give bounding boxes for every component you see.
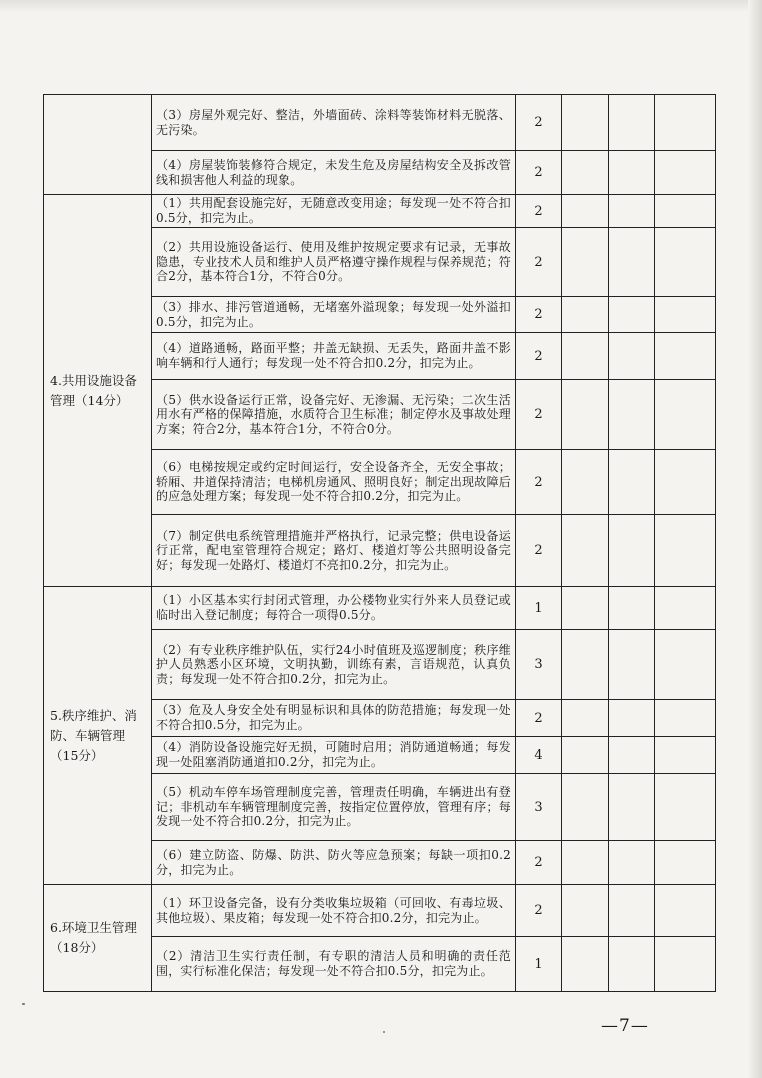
blank-cell bbox=[609, 630, 655, 700]
table-row bbox=[44, 885, 716, 937]
blank-cell bbox=[562, 333, 609, 380]
blank-cell bbox=[562, 297, 609, 333]
requirement-cell: （3）危及人身安全处有明显标识和具体的防范措施；每发现一处不符合扣0.5分，扣完为止。 bbox=[152, 700, 516, 737]
requirement-cell: （2）有专业秩序维护队伍，实行24小时值班及巡逻制度；秩序维护人员熟悉小区环境，文明执勤，训练有素，言语规范，认真负责；每发现一处不符合扣0.2分，扣完为止。 bbox=[152, 630, 516, 700]
blank-cell bbox=[655, 333, 716, 380]
blank-cell bbox=[655, 937, 716, 992]
score-cell: 2 bbox=[516, 841, 562, 885]
category-label: 5.秩序维护、消防、车辆管理（15分） bbox=[50, 707, 137, 763]
blank-cell bbox=[562, 700, 609, 737]
blank-cell bbox=[609, 841, 655, 885]
blank-cell bbox=[609, 937, 655, 992]
scan-top-edge bbox=[0, 0, 762, 12]
score-cell: 2 bbox=[516, 515, 562, 587]
blank-cell bbox=[609, 737, 655, 774]
score-cell: 2 bbox=[516, 700, 562, 737]
blank-cell bbox=[655, 195, 716, 228]
category-label: 6.环境卫生管理（18分） bbox=[50, 920, 137, 955]
scan-right-edge bbox=[748, 0, 762, 1078]
score-cell: 2 bbox=[516, 151, 562, 195]
blank-cell bbox=[655, 297, 716, 333]
score-cell: 4 bbox=[516, 737, 562, 774]
requirement-cell: （4）道路通畅，路面平整；井盖无缺损、无丢失，路面井盖不影响车辆和行人通行；每发现一处不符合扣0.2分，扣完为止。 bbox=[152, 333, 516, 380]
blank-cell bbox=[609, 380, 655, 450]
blank-cell bbox=[655, 841, 716, 885]
score-cell: 2 bbox=[516, 95, 562, 151]
requirement-cell: （6）建立防盗、防爆、防洪、防火等应急预案；每缺一项扣0.2分，扣完为止。 bbox=[152, 841, 516, 885]
blank-cell bbox=[562, 151, 609, 195]
blank-cell bbox=[609, 515, 655, 587]
blank-cell bbox=[655, 774, 716, 841]
score-cell: 1 bbox=[516, 937, 562, 992]
blank-cell bbox=[655, 737, 716, 774]
blank-cell bbox=[562, 774, 609, 841]
blank-cell bbox=[609, 450, 655, 515]
blank-cell bbox=[609, 587, 655, 630]
requirement-cell: （6）电梯按规定或约定时间运行，安全设备齐全，无安全事故；轿厢、井道保持清洁；电梯机房通风、照明良好；制定出现故障后的应急处理方案；每发现一处不符合扣0.2分，扣完为止。 bbox=[152, 450, 516, 515]
blank-cell bbox=[562, 937, 609, 992]
blank-cell bbox=[562, 630, 609, 700]
blank-cell bbox=[609, 297, 655, 333]
blank-cell bbox=[562, 380, 609, 450]
blank-cell bbox=[562, 95, 609, 151]
category-label: 4.共用设施设备管理（14分） bbox=[50, 372, 137, 408]
blank-cell bbox=[655, 228, 716, 297]
blank-cell bbox=[655, 587, 716, 630]
score-cell: 2 bbox=[516, 228, 562, 297]
requirement-cell: （1）小区基本实行封闭式管理，办公楼物业实行外来人员登记或临时出入登记制度；每符合一项得0.5分。 bbox=[152, 587, 516, 630]
blank-cell bbox=[562, 587, 609, 630]
blank-cell bbox=[655, 630, 716, 700]
blank-cell bbox=[562, 228, 609, 297]
scan-speck bbox=[383, 1031, 385, 1033]
score-cell: 2 bbox=[516, 450, 562, 515]
requirement-cell: （5）机动车停车场管理制度完善，管理责任明确，车辆进出有登记；非机动车车辆管理制度完善，按指定位置停放，管理有序；每发现一处不符合扣0.2分，扣完为止。 bbox=[152, 774, 516, 841]
blank-cell bbox=[655, 515, 716, 587]
requirement-cell: （7）制定供电系统管理措施并严格执行，记录完整；供电设备运行正常，配电室管理符合规定；路灯、楼道灯等公共照明设备完好；每发现一处路灯、楼道灯不亮扣0.2分，扣完为止。 bbox=[152, 515, 516, 587]
blank-cell bbox=[609, 885, 655, 937]
requirement-cell: （2）共用设施设备运行、使用及维护按规定要求有记录，无事故隐患，专业技术人员和维护人员严格遵守操作规程与保养规范；符合2分，基本符合1分，不符合0分。 bbox=[152, 228, 516, 297]
requirement-cell: （1）环卫设备完备，设有分类收集垃圾箱（可回收、有毒垃圾、其他垃圾）、果皮箱；每发现一处不符合扣0.2分，扣完为止。 bbox=[152, 885, 516, 937]
score-cell: 1 bbox=[516, 587, 562, 630]
table-row bbox=[44, 195, 716, 228]
blank-cell bbox=[609, 151, 655, 195]
blank-cell bbox=[562, 515, 609, 587]
scan-speck bbox=[22, 1003, 25, 1005]
requirement-cell: （5）供水设备运行正常，设备完好、无渗漏、无污染；二次生活用水有严格的保障措施，水质符合卫生标准；制定停水及事故处理方案；符合2分，基本符合1分，不符合0分。 bbox=[152, 380, 516, 450]
score-cell: 2 bbox=[516, 885, 562, 937]
blank-cell bbox=[609, 95, 655, 151]
blank-cell bbox=[609, 333, 655, 380]
score-cell: 2 bbox=[516, 380, 562, 450]
blank-cell bbox=[562, 450, 609, 515]
page-number: —7— bbox=[601, 1016, 649, 1036]
blank-cell bbox=[655, 151, 716, 195]
blank-cell bbox=[562, 737, 609, 774]
score-cell: 3 bbox=[516, 630, 562, 700]
requirement-cell: （4）房屋装饰装修符合规定，未发生危及房屋结构安全及拆改管线和损害他人利益的现象。 bbox=[152, 151, 516, 195]
score-cell: 2 bbox=[516, 297, 562, 333]
score-cell: 2 bbox=[516, 195, 562, 228]
blank-cell bbox=[655, 450, 716, 515]
blank-cell bbox=[562, 885, 609, 937]
blank-cell bbox=[609, 195, 655, 228]
category-cell-shared-facilities bbox=[44, 195, 152, 587]
table-row bbox=[44, 95, 716, 151]
requirement-cell: （1）共用配套设施完好，无随意改变用途；每发现一处不符合扣0.5分，扣完为止。 bbox=[152, 195, 516, 228]
category-cell-environmental-sanitation bbox=[44, 885, 152, 992]
blank-cell bbox=[562, 841, 609, 885]
requirement-cell: （3）排水、排污管道通畅，无堵塞外溢现象；每发现一处外溢扣0.5分，扣完为止。 bbox=[152, 297, 516, 333]
blank-cell bbox=[655, 885, 716, 937]
score-cell: 3 bbox=[516, 774, 562, 841]
blank-cell bbox=[609, 774, 655, 841]
blank-cell bbox=[609, 228, 655, 297]
score-cell: 2 bbox=[516, 333, 562, 380]
assessment-criteria-table bbox=[43, 94, 716, 992]
category-cell-continued bbox=[44, 95, 152, 195]
blank-cell bbox=[655, 95, 716, 151]
blank-cell bbox=[655, 380, 716, 450]
blank-cell bbox=[609, 700, 655, 737]
requirement-cell: （4）消防设备设施完好无损，可随时启用；消防通道畅通；每发现一处阻塞消防通道扣0.2分，扣完为止。 bbox=[152, 737, 516, 774]
blank-cell bbox=[655, 700, 716, 737]
requirement-cell: （2）清洁卫生实行责任制，有专职的清洁人员和明确的责任范围，实行标准化保洁；每发现一处不符合扣0.5分，扣完为止。 bbox=[152, 937, 516, 992]
blank-cell bbox=[562, 195, 609, 228]
requirement-cell: （3）房屋外观完好、整洁，外墙面砖、涂料等装饰材料无脱落、无污染。 bbox=[152, 95, 516, 151]
table-row bbox=[44, 587, 716, 630]
category-cell-order-fire-vehicle bbox=[44, 587, 152, 885]
